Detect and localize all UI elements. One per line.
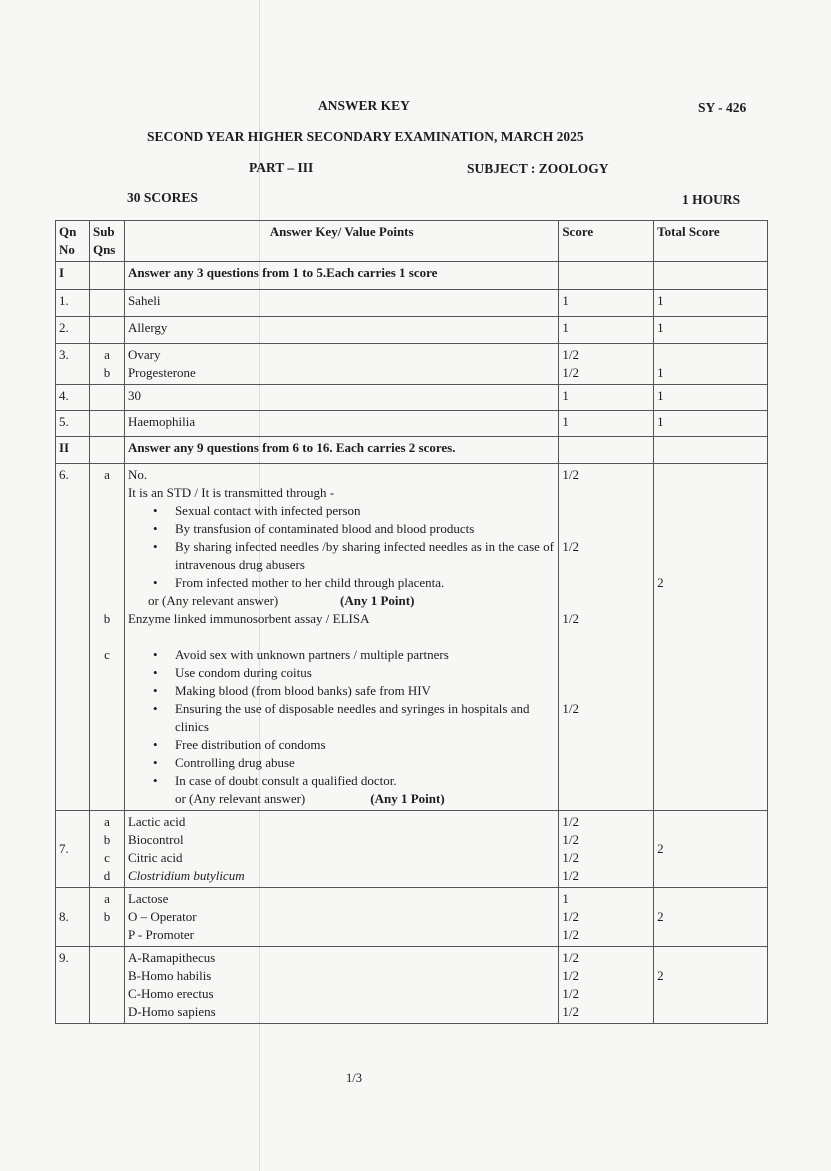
score-value: 1/2	[562, 968, 579, 983]
sub-question-label: c	[104, 850, 110, 865]
answer-text: 30	[124, 385, 558, 411]
list-item: • In case of doubt consult a qualified doctor.	[175, 772, 555, 790]
list-item: • Ensuring the use of disposable needles and syringes in hospitals and clinics	[175, 700, 555, 736]
note-text: or (Any relevant answer)	[147, 593, 279, 608]
section-row	[56, 262, 768, 290]
answer-text: Clostridium butylicum	[127, 868, 245, 883]
list-item: • Free distribution of condoms	[175, 736, 555, 754]
total-score-cell: 1	[654, 385, 768, 411]
total-score-cell: 1	[657, 365, 664, 380]
score-value: 1/2	[562, 814, 579, 829]
score-value: 1/2	[562, 539, 579, 554]
header-qn: Qn No	[56, 221, 90, 262]
table-row	[56, 317, 768, 344]
answer-text: Haemophilia	[124, 411, 558, 437]
question-number: 1.	[56, 290, 90, 317]
list-item: • Making blood (from blood banks) safe from HIV	[175, 682, 555, 700]
list-item: • Controlling drug abuse	[175, 754, 555, 772]
answer-text: Saheli	[124, 290, 558, 317]
table-row	[56, 888, 768, 947]
total-score-cell: 1	[654, 317, 768, 344]
score-value: 1/2	[562, 868, 579, 883]
paper-code: SY - 426	[698, 100, 747, 115]
page-number: 1/3	[346, 1071, 362, 1085]
section-instruction: Answer any 3 questions from 1 to 5.Each carries 1 score	[124, 262, 558, 290]
list-item: • Use condom during coitus	[175, 664, 555, 682]
question-number: 6.	[56, 464, 90, 811]
score-value: 1/2	[562, 927, 579, 942]
sub-question-label: b	[103, 365, 111, 380]
sub-question-label: d	[103, 868, 111, 883]
score-cell: 1	[559, 317, 654, 344]
score-value: 1/2	[562, 365, 579, 380]
table-row	[56, 947, 768, 1024]
total-score-cell: 2	[657, 968, 664, 983]
score-value: 1/2	[562, 467, 579, 482]
point-note: (Any 1 Point)	[370, 791, 445, 806]
total-score-cell: 2	[654, 811, 768, 888]
subject-label: SUBJECT : ZOOLOGY	[467, 161, 609, 176]
total-score-cell: 1	[654, 411, 768, 437]
table-row	[56, 464, 768, 811]
sub-question-label: b	[103, 832, 111, 847]
note-text: or (Any relevant answer)	[174, 791, 306, 806]
document-title: ANSWER KEY	[318, 98, 410, 113]
score-cell: 1	[559, 411, 654, 437]
score-value: 1/2	[562, 950, 579, 965]
answer-text: P - Promoter	[127, 927, 194, 942]
sub-question-label: a	[104, 347, 110, 362]
table-row	[56, 290, 768, 317]
section-row	[56, 437, 768, 464]
total-score-cell: 1	[654, 290, 768, 317]
table-row	[56, 385, 768, 411]
answer-text: Allergy	[124, 317, 558, 344]
question-number: 4.	[56, 385, 90, 411]
section-number: II	[56, 437, 90, 464]
answer-points-list	[128, 646, 555, 790]
answer-text: A-Ramapithecus	[127, 950, 216, 965]
question-number: 7.	[56, 811, 90, 888]
sub-question-label: a	[104, 814, 110, 829]
answer-text: No.	[127, 467, 148, 482]
section-number: I	[56, 262, 90, 290]
point-note: (Any 1 Point)	[340, 593, 415, 608]
question-number: 2.	[56, 317, 90, 344]
sub-question-label: a	[104, 467, 110, 482]
answer-text: Ovary	[127, 347, 161, 362]
score-cell: 1	[559, 385, 654, 411]
question-number: 5.	[56, 411, 90, 437]
total-score-cell: 2	[654, 888, 768, 947]
table-header-row	[56, 221, 768, 262]
duration: 1 HOURS	[682, 192, 741, 207]
question-number: 8.	[56, 888, 90, 947]
answer-text: Lactose	[127, 891, 169, 906]
header-score: Score	[559, 221, 654, 262]
score-value: 1/2	[562, 986, 579, 1001]
header-answer: Answer Key/ Value Points	[124, 221, 558, 262]
answer-text: B-Homo habilis	[127, 968, 212, 983]
exam-name: SECOND YEAR HIGHER SECONDARY EXAMINATION, MARCH 2025	[147, 129, 584, 144]
list-item: • Avoid sex with unknown partners / multiple partners	[175, 646, 555, 664]
table-row	[56, 811, 768, 888]
answer-key-table	[55, 220, 768, 1024]
score-value: 1/2	[562, 347, 579, 362]
score-value: 1/2	[562, 701, 579, 716]
score-value: 1/2	[562, 611, 579, 626]
header-total: Total Score	[654, 221, 768, 262]
answer-text: Biocontrol	[127, 832, 184, 847]
score-value: 1	[562, 891, 569, 906]
header-sub: Sub Qns	[89, 221, 124, 262]
answer-text: It is an STD / It is transmitted through -	[127, 485, 335, 500]
answer-text: C-Homo erectus	[127, 986, 214, 1001]
score-cell: 1	[559, 290, 654, 317]
answer-text: Enzyme linked immunosorbent assay / ELISA	[127, 611, 370, 626]
table-row	[56, 411, 768, 437]
question-number: 3.	[56, 344, 90, 385]
answer-text: O – Operator	[127, 909, 197, 924]
section-instruction: Answer any 9 questions from 6 to 16. Each carries 2 scores.	[124, 437, 558, 464]
score-value: 1/2	[562, 832, 579, 847]
part-label: PART – III	[249, 160, 314, 175]
score-value: 1/2	[562, 850, 579, 865]
score-value: 1/2	[562, 909, 579, 924]
list-item: • By transfusion of contaminated blood and blood products	[175, 520, 555, 538]
sub-question-label: c	[104, 647, 110, 662]
score-value: 1/2	[562, 1004, 579, 1019]
answer-text: Citric acid	[127, 850, 183, 865]
answer-points-list	[128, 502, 555, 592]
answer-text: D-Homo sapiens	[127, 1004, 216, 1019]
table-row	[56, 344, 768, 385]
total-score-cell: 2	[657, 575, 664, 590]
list-item: • Sexual contact with infected person	[175, 502, 555, 520]
answer-text: Progesterone	[127, 365, 196, 380]
sub-question-label: b	[103, 909, 111, 924]
sub-question-label: a	[104, 891, 110, 906]
question-number: 9.	[56, 947, 90, 1024]
max-scores: 30 SCORES	[127, 190, 198, 205]
list-item: • By sharing infected needles /by sharing infected needles as in the case of intravenous drug abusers	[175, 538, 555, 574]
list-item: • From infected mother to her child through placenta.	[175, 574, 555, 592]
sub-question-label: b	[103, 611, 111, 626]
answer-text: Lactic acid	[127, 814, 186, 829]
